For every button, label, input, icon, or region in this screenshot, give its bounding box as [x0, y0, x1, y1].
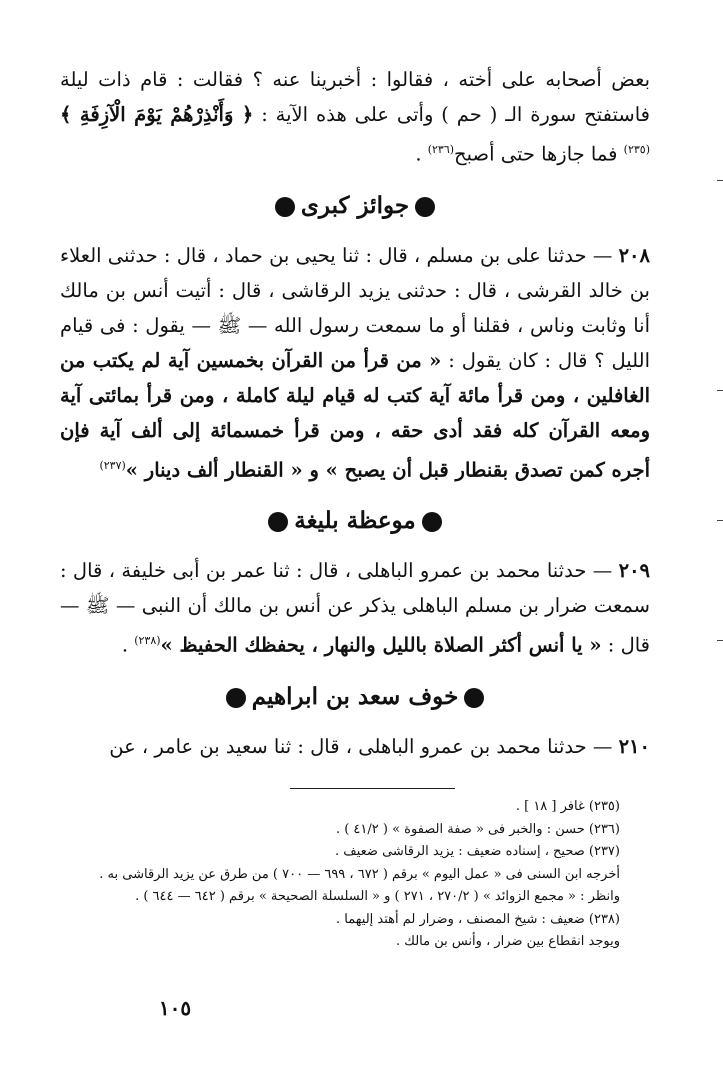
- bullet-icon: [226, 688, 246, 708]
- footnote-divider: [290, 788, 455, 789]
- intro-line-end: .: [415, 142, 422, 166]
- section-title: موعظة بليغة: [294, 507, 416, 534]
- bullet-icon: [268, 512, 288, 532]
- intro-line-1: بعض أصحابه على أخته ، فقالوا : أخبرينا عنه ؟ فقالت : قام ذات ليلة فاستفتح: [60, 68, 650, 126]
- hadith-number: ٢١٠: [618, 734, 650, 758]
- hadith-209: ٢٠٩ — حدثنا محمد بن عمرو الباهلى ، قال : ثنا عمر بن أبى خليفة ، قال : سمعت ضرار بن مسلم الباهلى يذكر عن أنس بن مالك أن النبى — ﷺ — قال : « يا أنس أكثر الصلاة بالليل والنهار ، يحفظك الحفيظ »$^{(٢٣٨)}$ .: [60, 559, 651, 657]
- section-heading-2: [60, 501, 650, 541]
- footnote-ref-238: (٢٣٨): [134, 634, 161, 647]
- main-text: [60, 62, 650, 764]
- footnote: (٢٣٧) صحيح ، إسناده ضعيف : يزيد الرقاشى ضعيف .: [335, 844, 620, 859]
- footnote: وانظر : « مجمع الزوائد » ( ٢٧٠/٢ ، ٢٧١ ) و « السلسلة الصحيحة » برقم ( ٦٤٢ — ٦٤٤ ) .: [135, 889, 620, 904]
- intro-line-3: فما جازها حتى أصبح: [454, 142, 618, 166]
- hadith-number: ٢٠٨: [618, 243, 650, 267]
- section-heading-1: [60, 186, 650, 226]
- section-title: خوف سعد بن ابراهيم: [251, 682, 459, 710]
- hadith-number: ٢٠٩: [618, 559, 651, 582]
- bullet-icon: [415, 197, 435, 217]
- bullet-icon: [464, 688, 484, 708]
- hadith-chain: — حدثنا محمد بن عمرو الباهلى ، قال : ثنا عمر بن أبى خليفة ، قال : سمعت ضرار بن مسلم الباهلى يذكر عن أنس بن مالك أن النبى — ﷺ — قال :: [60, 559, 650, 657]
- section-heading-3: [60, 677, 650, 717]
- hadith-208: [60, 238, 650, 488]
- hadith-210: [60, 729, 650, 764]
- intro-line-2-text: سورة الـ ( حم ) وأتى على هذه الآية :: [261, 103, 577, 126]
- hadith-chain: — حدثنا على بن مسلم ، قال : ثنا يحيى بن حماد ، قال : حدثنى العلاء بن خالد القرشى ، قال : حدثنى يزيد الرقاشى ، قال : أتيت أنس بن مالك أنا وثابت وناس ، فقلنا أو ما سمعت رسول الله — ﷺ — يقول : فى قيام الليل ؟ قال : كان يقول :: [60, 243, 650, 372]
- footnote-ref-235: (٢٣٥): [623, 143, 650, 156]
- margin-mark: [717, 390, 723, 391]
- footnotes: [60, 796, 620, 954]
- quran-verse: ﴿ وَأَنْذِرْهُمْ يَوْمَ الْآزِفَةِ ﴾: [60, 103, 254, 126]
- hadith-text: « يا أنس أكثر الصلاة بالليل والنهار ، يحفظك الحفيظ »: [160, 633, 602, 657]
- page-number: ١٠٥: [158, 996, 192, 1020]
- footnote: أخرجه ابن السنى فى « عمل اليوم » برقم ( ٦٧٢ ، ٦٩٩ — ٧٠٠ ) من طرق عن يزيد الرقاشى به .: [99, 866, 620, 882]
- bullet-icon: [422, 512, 442, 532]
- footnote-ref-236: (٢٣٦): [427, 143, 455, 156]
- margin-mark: [717, 180, 723, 181]
- margin-mark: [717, 640, 723, 641]
- footnote-ref-237: (٢٣٧): [99, 458, 126, 472]
- intro-paragraph: [60, 62, 650, 172]
- footnote: (٢٣٨) ضعيف : شيخ المصنف ، وضرار لم أهتد إليهما .: [336, 911, 620, 927]
- footnote: ويوجد انقطاع بين ضرار ، وأنس بن مالك .: [395, 934, 620, 949]
- bullet-icon: [275, 197, 295, 217]
- hadith-text: « من قرأ من القرآن بخمسين آية لم يكتب من الغافلين ، ومن قرأ مائة آية كتب له قيام ليلة كاملة ، ومن قرأ بمائتى آية ومعه القرآن كله فقد أدى حقه ، ومن قرأ خمسمائة إلى ألف آية فإن أجره كمن تصدق بقنطار قبل أن يصبح » و « القنطار ألف دينار »: [60, 348, 650, 481]
- footnote: (٢٣٦) حسن : والخبر فى « صفة الصفوة » ( ٤١/٢ ) .: [335, 821, 620, 837]
- hadith-chain: — حدثنا محمد بن عمرو الباهلى ، قال : ثنا سعيد بن عامر ، عن: [109, 734, 613, 758]
- footnote: (٢٣٥) غافر [ ١٨ ] .: [515, 799, 620, 814]
- margin-mark: [717, 520, 723, 521]
- section-title: جوائز كبرى: [300, 191, 410, 219]
